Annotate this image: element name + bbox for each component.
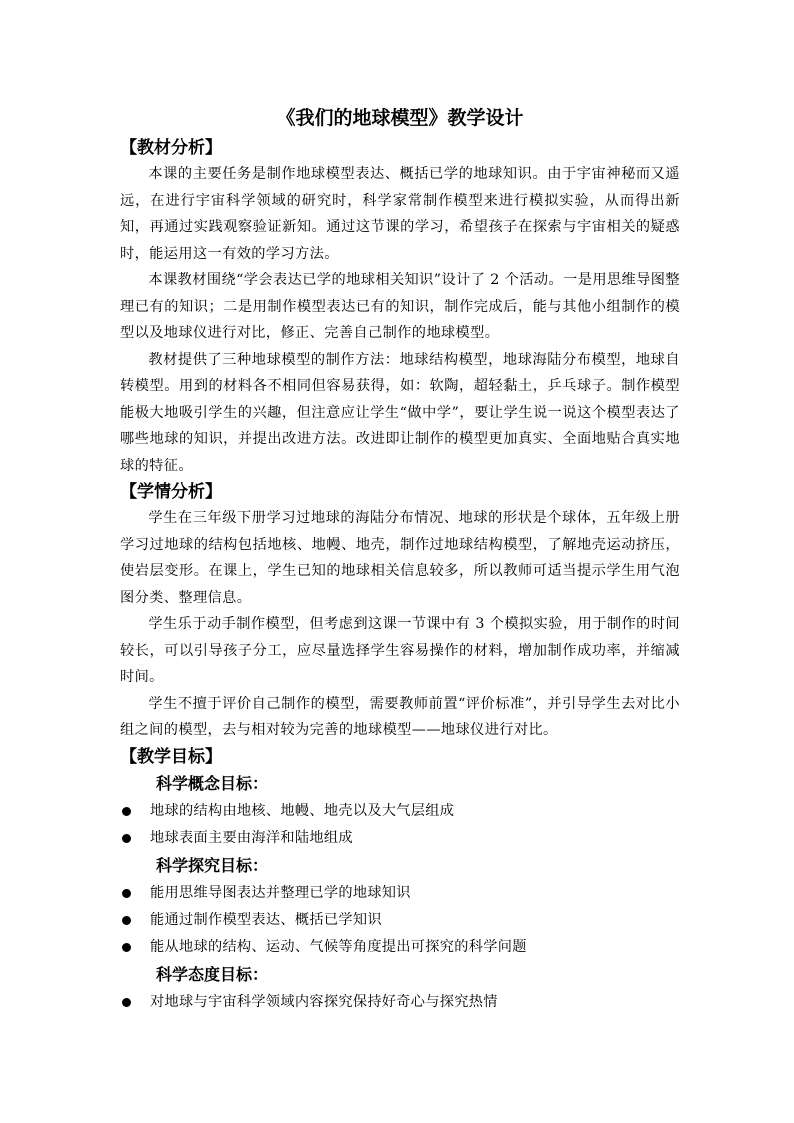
- bullet-icon: [122, 807, 131, 816]
- paragraph: 学生不擅于评价自己制作的模型，需要教师前置“评价标准”，并引导学生去对比小组之间的模型，去与相对较为完善的地球模型——地球仪进行对比。: [120, 695, 680, 738]
- section-heading-materials: 【教材分析】: [120, 138, 222, 158]
- subheading-inquiry-goals: 科学探究目标：: [156, 855, 269, 875]
- paragraph: 教材提供了三种地球模型的制作方法：地球结构模型，地球海陆分布模型，地球自转模型。用到的材料各不相同但容易获得，如：软陶，超轻黏土，乒乓球子。制作模型能极大地吸引学生的兴趣，但注意应让学生“做中学”，要让学生说一说这个模型表达了哪些地球的知识，并提出改进方法。改进即让制作的模型更加真实、全面地贴合真实地球的特征。: [120, 351, 680, 474]
- subheading-attitude-goals: 科学态度目标：: [156, 964, 269, 984]
- document-content: [120, 105, 680, 1016]
- subheading-concept-goals: 科学概念目标：: [156, 773, 269, 793]
- list-item: [120, 989, 680, 1016]
- list-item-text: 能通过制作模型表达、概括已学知识: [150, 911, 382, 928]
- list-item-text: 地球表面主要由海洋和陆地组成: [150, 829, 353, 846]
- list-item-text: 能用思维导图表达并整理已学的地球知识: [150, 884, 411, 901]
- bullet-icon: [122, 943, 131, 952]
- paragraph: 本课的主要任务是制作地球模型表达、概括已学的地球知识。由于宇宙神秘而又遥远，在进行宇宙科学领域的研究时，科学家常制作模型来进行模拟实验，从而得出新知，再通过实践观察验证新知。通过这节课的学习，希望孩子在探索与宇宙相关的疑惑时，能运用这一有效的学习方法。: [120, 166, 680, 262]
- document-title: 《我们的地球模型》教学设计: [276, 107, 524, 129]
- bullet-icon: [122, 889, 131, 898]
- list-item: [120, 934, 680, 961]
- paragraph: 学生在三年级下册学习过地球的海陆分布情况、地球的形状是个球体，五年级上册学习过地球的结构包括地核、地幔、地壳，制作过地球结构模型，了解地壳运动挤压，使岩层变形。在课上，学生已知的地球相关信息较多，所以教师可适当提示学生用气泡图分类、整理信息。: [120, 510, 680, 606]
- bullet-icon: [122, 916, 131, 925]
- section-heading-learners: 【学情分析】: [120, 482, 222, 502]
- list-item: [120, 880, 680, 907]
- list-item-text: 地球的结构由地核、地幔、地壳以及大气层组成: [150, 802, 455, 819]
- bullet-list-attitude: [120, 989, 680, 1016]
- list-item: [120, 825, 680, 852]
- bullet-icon: [122, 834, 131, 843]
- list-item-text: 对地球与宇宙科学领域内容探究保持好奇心与探究热情: [150, 993, 498, 1010]
- bullet-list-inquiry: [120, 880, 680, 961]
- paragraph: 学生乐于动手制作模型，但考虑到这课一节课中有 3 个模拟实验，用于制作的时间较长，可以引导孩子分工，应尽量选择学生容易操作的材料，增加制作成功率，并缩减时间。: [120, 616, 680, 685]
- list-item: [120, 907, 680, 934]
- section-heading-goals: 【教学目标】: [120, 746, 222, 767]
- bullet-list-concept: [120, 798, 680, 852]
- paragraph: 本课教材围绕“学会表达已学的地球相关知识”设计了 2 个活动。一是用思维导图整理已有的知识；二是用制作模型表达已有的知识，制作完成后，能与其他小组制作的模型以及地球仪进行对比，修正、完善自己制作的地球模型。: [120, 272, 680, 341]
- list-item-text: 能从地球的结构、运动、气候等角度提出可探究的科学问题: [150, 938, 527, 955]
- bullet-icon: [122, 998, 131, 1007]
- list-item: [120, 798, 680, 825]
